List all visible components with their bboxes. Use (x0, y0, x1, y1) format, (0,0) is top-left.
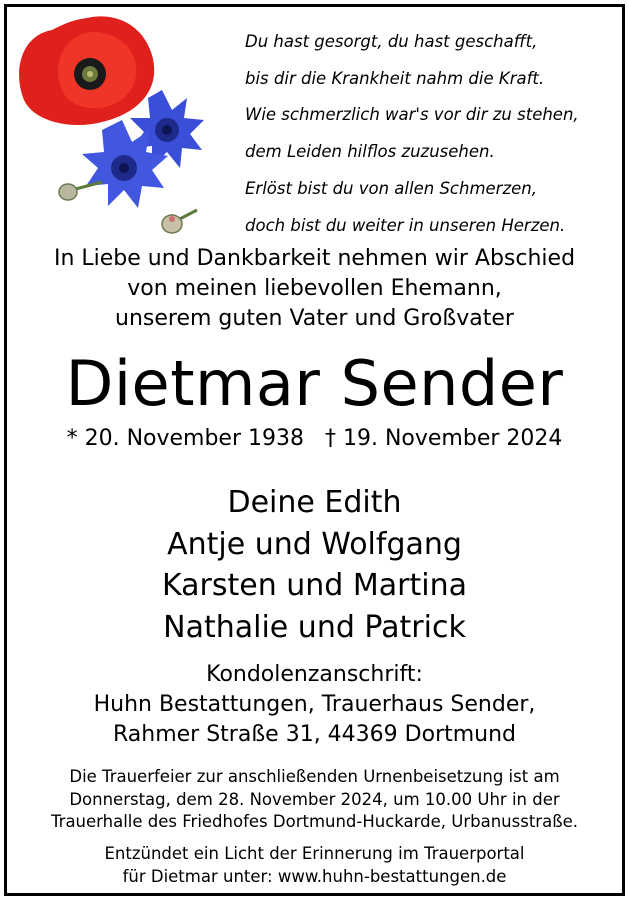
poem-line: bis dir die Krankheit nahm die Kraft. (245, 68, 545, 88)
life-dates (4, 424, 625, 454)
poppy-cornflower-illustration (12, 10, 212, 238)
poppy-icon (19, 16, 154, 125)
obituary-notice (4, 4, 625, 896)
poem-line: Wie schmerzlich war's vor dir zu stehen, (245, 105, 579, 125)
mourners-list (4, 482, 625, 648)
mourner-name: Deine Edith (227, 485, 402, 520)
intro-line: von meinen liebevollen Ehemann, (127, 276, 502, 301)
condolence-heading: Kondolenzanschrift: (206, 662, 423, 687)
ceremony-info (4, 766, 625, 834)
farewell-intro (4, 244, 625, 334)
mourner-name: Karsten und Martina (162, 568, 467, 603)
portal-line (4, 866, 625, 889)
poem-line: dem Leiden hilflos zuzusehen. (245, 142, 495, 162)
ceremony-line: Die Trauerfeier zur anschließenden Urnenbeisetzung ist am (69, 767, 560, 786)
condolence-line: Huhn Bestattungen, Trauerhaus Sender, (93, 692, 536, 717)
intro-line: unserem guten Vater und Großvater (115, 306, 514, 331)
birth-date: * 20. November 1938 (66, 426, 304, 451)
poem-line: doch bist du weiter in unseren Herzen. (245, 215, 566, 235)
portal-line: Entzündet ein Licht der Erinnerung im Trauerportal (104, 844, 525, 863)
condolence-address (4, 660, 625, 750)
poem-line: Du hast gesorgt, du hast geschafft, (245, 32, 538, 51)
intro-line: In Liebe und Dankbarkeit nehmen wir Abschied (53, 246, 576, 271)
death-date: † 19. November 2024 (324, 426, 563, 451)
ceremony-line: Trauerhalle des Friedhofes Dortmund-Huckarde, Urbanusstraße. (51, 812, 578, 831)
poem-line: Erlöst bist du von allen Schmerzen, (245, 178, 537, 198)
deceased-name: Dietmar Sender (65, 347, 564, 420)
portal-link[interactable]: www.huhn-bestattungen.de (277, 866, 507, 886)
ceremony-line: Donnerstag, dem 28. November 2024, um 10.00 Uhr in der (69, 789, 560, 809)
condolence-line: Rahmer Straße 31, 44369 Dortmund (112, 722, 517, 747)
mourner-name: Nathalie und Patrick (163, 609, 466, 645)
memorial-portal-info (4, 843, 625, 888)
mourner-name: Antje und Wolfgang (167, 526, 462, 562)
poem (245, 24, 625, 244)
portal-prefix: für Dietmar unter: (122, 866, 278, 886)
